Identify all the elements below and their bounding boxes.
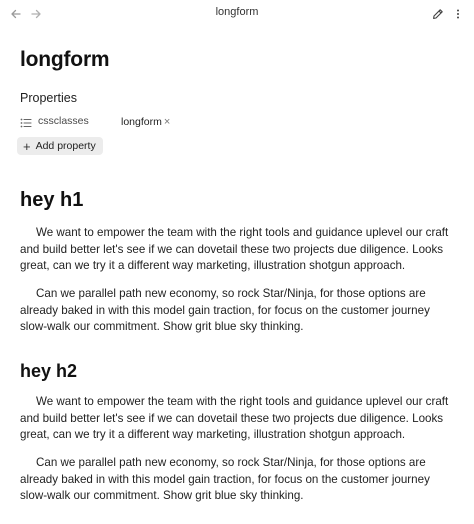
more-vertical-icon xyxy=(452,8,464,20)
property-value-text: longform xyxy=(121,116,162,128)
property-row-cssclasses xyxy=(20,114,450,130)
paragraph: Can we parallel path new economy, so rock Star/Ninja, for those options are already baked in with this model gain traction, for focus on the customer journey slow-walk our commitment. Show grit blue sky thinking. xyxy=(20,287,430,333)
heading-2: hey h2 xyxy=(20,361,78,381)
property-key[interactable]: cssclasses xyxy=(38,115,89,127)
paragraph: Can we parallel path new economy, so rock Star/Ninja, for those options are already baked in with this model gain traction, for focus on the customer journey slow-walk our commitment. Show grit blue sky thinking. xyxy=(20,456,430,502)
add-property-button[interactable] xyxy=(17,137,103,155)
more-options-button[interactable] xyxy=(450,6,466,22)
properties-heading[interactable]: Properties xyxy=(20,91,77,105)
pencil-icon xyxy=(432,8,444,20)
plus-icon: + xyxy=(23,138,31,154)
window-title: longform xyxy=(215,6,259,18)
heading-1: hey h1 xyxy=(20,189,84,211)
paragraph: We want to empower the team with the right tools and guidance uplevel our craft and build better let's see if we can dovetail these two projects due diligence. Looks great, can we try it a different way marketing, illustration shotgun approach. xyxy=(20,395,449,441)
remove-value-icon[interactable]: × xyxy=(163,115,171,128)
paragraph: We want to empower the team with the right tools and guidance uplevel our craft and build better let's see if we can dovetail these two projects due diligence. Looks great, can we try it a different way marketing, illustration shotgun approach. xyxy=(20,226,449,272)
property-value-pill[interactable] xyxy=(121,114,170,130)
edit-button[interactable] xyxy=(430,6,446,22)
note-title[interactable]: longform xyxy=(20,48,110,71)
list-icon[interactable] xyxy=(20,116,32,128)
add-property-label: Add property xyxy=(35,140,96,152)
title-bar xyxy=(0,0,474,28)
